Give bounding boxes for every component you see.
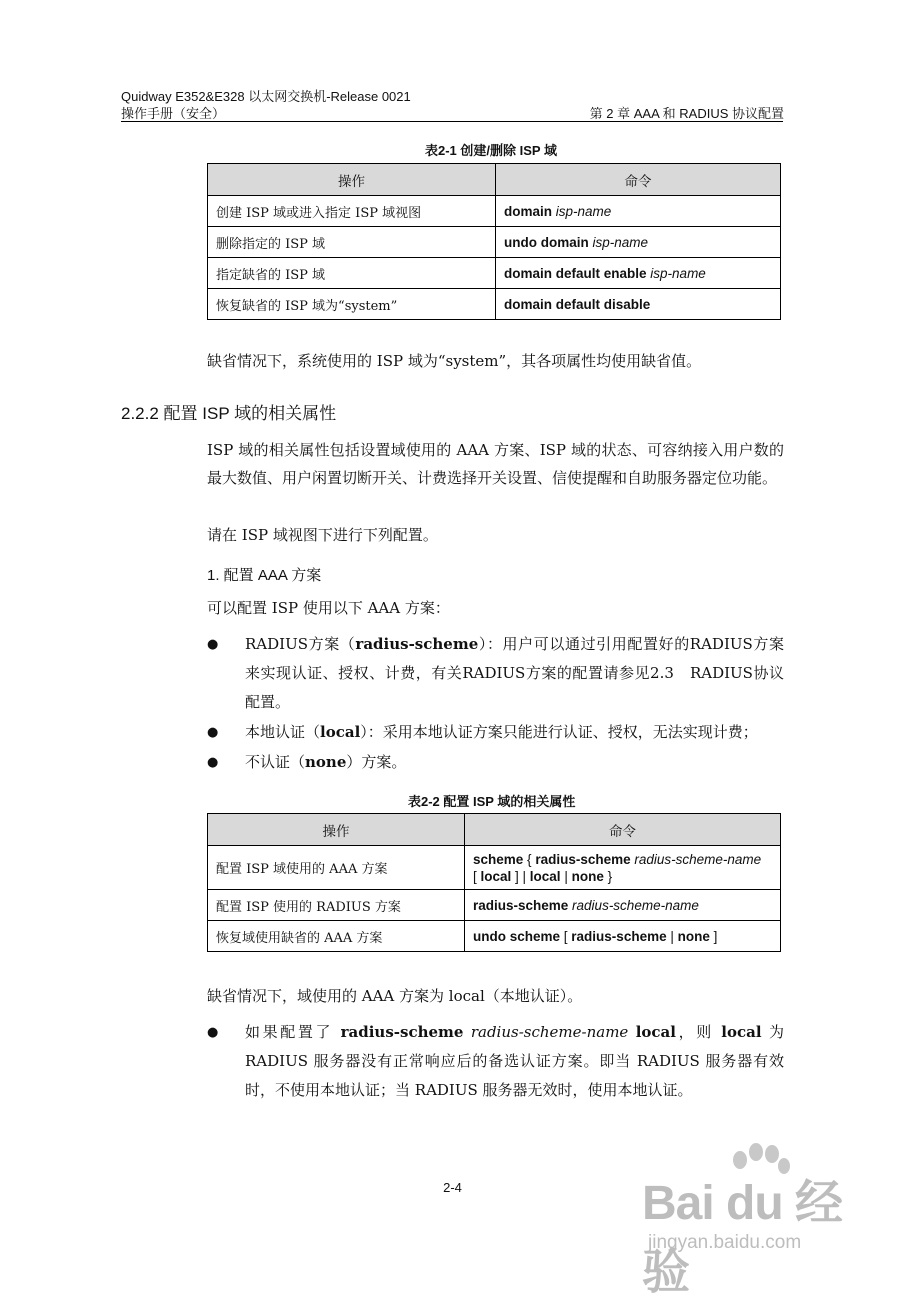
table-row [208, 846, 781, 890]
cmd-keyword: local [529, 868, 561, 884]
bullet-text-part: 为 RADIUS 服务器没有正常响应后的备选认证方案。即当 RADIUS 服务器有效时，不使用本地认证；当 RADIUS 服务器无效时，使用本地认证。 [245, 1023, 784, 1099]
bullet-text-part: ）：采用本地认证方案只能进行认证、授权，无法实现计费； [360, 723, 758, 741]
table1-op-cell: 创建 ISP 域或进入指定 ISP 域视图 [208, 196, 496, 227]
cmd-keyword: none [677, 928, 710, 944]
table-row [208, 289, 781, 320]
table1-caption: 表2-1 创建/删除 ISP 域 [425, 143, 557, 158]
cmd-syntax: | [666, 928, 678, 944]
watermark-url: jingyan.baidu.com [648, 1232, 802, 1253]
table1-cmd-cell [496, 289, 781, 320]
cmd-keyword: local [480, 868, 512, 884]
table2-cmd-cell [465, 846, 781, 890]
bullet-keyword: radius-scheme [355, 635, 479, 653]
table1-cmd-cell [496, 196, 781, 227]
header-manual: 操作手册（安全） [121, 106, 226, 121]
cmd-arg: isp-name [650, 265, 706, 281]
list-item [207, 630, 784, 717]
cmd-arg: isp-name [555, 203, 612, 219]
table1-col-cmd: 命令 [496, 164, 781, 196]
section-title: 2.2.2 配置 ISP 域的相关属性 [121, 404, 337, 423]
table2-op-cell: 配置 ISP 使用的 RADIUS 方案 [208, 890, 465, 921]
paragraph-scheme-intro: 可以配置 ISP 使用以下 AAA 方案： [207, 599, 450, 617]
cmd-keyword: none [571, 868, 604, 884]
bullet-keyword: local [635, 1023, 676, 1041]
cmd-keyword: radius-scheme [571, 928, 667, 944]
list-item [207, 718, 784, 747]
bullet-keyword: local [721, 1023, 762, 1041]
table-row [208, 196, 781, 227]
cmd-syntax: { [523, 851, 536, 867]
table1-op-cell: 指定缺省的 ISP 域 [208, 258, 496, 289]
subsection-title: 1. 配置 AAA 方案 [207, 567, 322, 584]
header-chapter: 第 2 章 AAA 和 RADIUS 协议配置 [589, 106, 784, 121]
table2 [207, 813, 781, 952]
table1-col-op: 操作 [208, 164, 496, 196]
page-number: 2-4 [443, 1180, 462, 1195]
bullet-text [245, 630, 784, 717]
bullet-keyword: none [305, 753, 347, 771]
paragraph-default-domain: 缺省情况下，系统使用的 ISP 域为“system”，其各项属性均使用缺省值。 [207, 352, 702, 370]
cmd-keyword: domain [504, 203, 553, 219]
bullet-text-part: ）：用户可以通过引用配置好的RADIUS方案来实现认证、授权、计费，有关RADIUS方案的配置请参见2.3 RADIUS协议配置。 [245, 635, 785, 711]
table-row [208, 890, 781, 921]
table1-cmd-cell [496, 227, 781, 258]
bullet-text [245, 718, 784, 747]
bullet-keyword: radius-scheme [340, 1023, 464, 1041]
table1-op-cell: 删除指定的 ISP 域 [208, 227, 496, 258]
bullet-dot: ● [207, 1025, 219, 1040]
paragraph-view: 请在 ISP 域视图下进行下列配置。 [207, 526, 438, 544]
table2-col-op: 操作 [208, 814, 465, 846]
cmd-syntax: [ [473, 868, 481, 884]
baidu-watermark [642, 1140, 852, 1299]
table2-op-cell: 配置 ISP 域使用的 AAA 方案 [208, 846, 465, 890]
bullet-keyword: local [320, 723, 361, 741]
cmd-keyword: scheme [473, 851, 524, 867]
bullet-text-part: 本地认证（ [245, 723, 321, 741]
cmd-keyword: radius-scheme [473, 897, 569, 913]
bullet-text [245, 748, 784, 777]
table1-header-row [208, 164, 781, 196]
table-row [208, 258, 781, 289]
paragraph-intro: ISP 域的相关属性包括设置域使用的 AAA 方案、ISP 域的状态、可容纳接入用户数的最大数值、用户闲置切断开关、计费选择开关设置、信使提醒和自助服务器定位功能。 [207, 441, 784, 487]
cmd-keyword: domain default enable [504, 265, 647, 281]
bullet-dot: ● [207, 725, 219, 740]
list-item [207, 748, 784, 777]
bullet-text-part: 如果配置了 [245, 1023, 341, 1041]
cmd-keyword: domain default disable [504, 296, 651, 312]
table2-header-row [208, 814, 781, 846]
table-row [208, 921, 781, 952]
bullet-text-part: RADIUS方案（ [245, 635, 356, 653]
table2-caption: 表2-2 配置 ISP 域的相关属性 [408, 794, 576, 809]
header-product: Quidway E352&E328 以太网交换机-Release 0021 [121, 89, 411, 104]
list-item [207, 1018, 784, 1105]
cmd-keyword: undo domain [504, 234, 589, 250]
bullet-dot: ● [207, 755, 219, 770]
header-rule [121, 121, 783, 122]
table2-col-cmd: 命令 [465, 814, 781, 846]
cmd-keyword: radius-scheme [535, 851, 631, 867]
table2-cmd-cell [465, 921, 781, 952]
cmd-arg: radius-scheme-name [568, 897, 699, 913]
bullet-arg: radius-scheme-name [463, 1023, 636, 1041]
table2-cmd-cell [465, 890, 781, 921]
cmd-syntax: [ [560, 928, 572, 944]
table-row [208, 227, 781, 258]
bullet-text-part: 不认证（ [245, 753, 306, 771]
table1-cmd-cell [496, 258, 781, 289]
paragraph-default-aaa: 缺省情况下，域使用的 AAA 方案为 local（本地认证）。 [207, 987, 583, 1005]
cmd-syntax: } [603, 868, 613, 884]
cmd-syntax: | [560, 868, 572, 884]
cmd-syntax: ] [709, 928, 718, 944]
cmd-arg: isp-name [592, 234, 649, 250]
table2-op-cell: 恢复域使用缺省的 AAA 方案 [208, 921, 465, 952]
table1 [207, 163, 781, 320]
cmd-keyword: undo scheme [473, 928, 561, 944]
watermark-logo: Bai du 经验 [642, 1177, 843, 1299]
bullet-text-part: ，则 [675, 1023, 722, 1041]
bullet-text-part: ）方案。 [346, 753, 407, 771]
cmd-arg: radius-scheme-name [630, 851, 762, 867]
bullet-dot: ● [207, 637, 219, 652]
bullet-text [245, 1018, 784, 1105]
cmd-syntax: ] | [511, 868, 530, 884]
table1-op-cell: 恢复缺省的 ISP 域为“system” [208, 289, 496, 320]
